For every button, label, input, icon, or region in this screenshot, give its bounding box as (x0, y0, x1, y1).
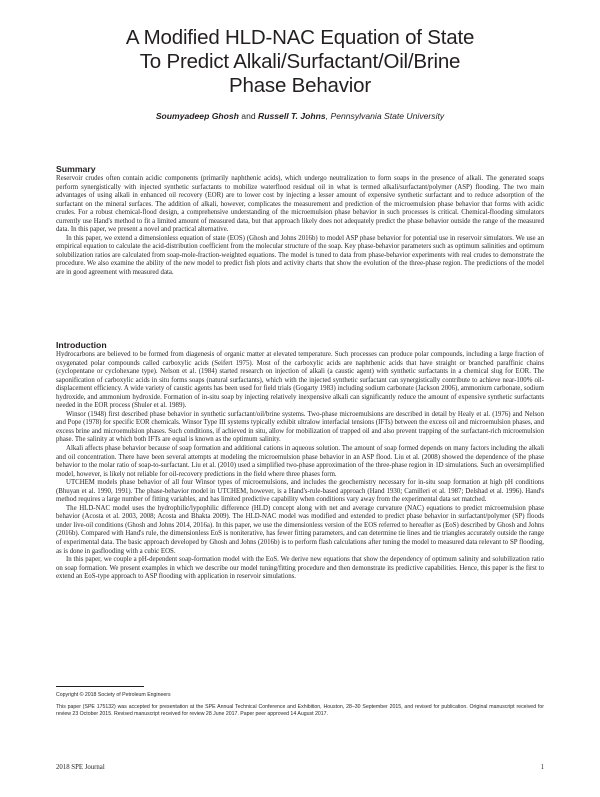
summary-heading: Summary (56, 164, 96, 174)
title-line-3: Phase Behavior (229, 74, 371, 97)
footnote-divider (56, 686, 144, 687)
footer-page-number: 1 (540, 764, 544, 771)
paper-title (40, 26, 560, 98)
intro-paragraph-1: Hydrocarbons are believed to be formed from diagenesis of organic matter at elevated temperature. Such processes can produce polar compounds, including a large fraction of oxygenated polar compounds called carboxylic acids (Seifert 1975). Most of the carboxylic acids are naphthenic acids that have straight or branched paraffinic chains (cyclopentane or cyclohexane type). Nelson et al. (1984) started research on injection of alkali (a caustic agent) with synthetic surfactants in a chemical slug for EOR. The saponification of carboxylic acids in situ forms soaps (natural surfactants), which with the injected synthetic surfactant can synergistically contribute to achieve near-100% oil-displacement efficiency. A wide variety of caustic agents has been used for field trials (Gogarty 1983) including sodium carbonate (Jackson 2006), ammonium carbonate, sodium hydroxide, and ammonium hydroxide. Formation of in-situ soap by injecting relatively inexpensive alkali can significantly reduce the amount of expensive synthetic surfactants needed in the EOR process (Shuler et al. 1989). (56, 351, 544, 410)
summary-body (56, 175, 544, 278)
author-1: Soumyadeep Ghosh (155, 111, 239, 121)
author-conjunction: and (238, 111, 259, 121)
intro-paragraph-3: Alkali affects phase behavior because of soap formation and additional cations in aqueous solution. The amount of soap formed depends on many factors including the alkali and oil concentration. There have been several attempts at modeling the microemulsion phase behavior in an ASP flood. Liu et al. (2008) showed the dependence of the phase behavior to the molar ratio of soap-to-surfactant. Liu et al. (2010) used a simplified two-phase approximation of the three-phase region in 1D simulations. Such an oversimplified model, however, is likely not reliable for oil-recovery predictions in the field where three phases form. (56, 445, 544, 478)
copyright-notice: Copyright © 2018 Society of Petroleum Engineers (56, 692, 171, 698)
footer-journal: 2018 SPE Journal (56, 764, 105, 771)
publication-note: This paper (SPE 175132) was accepted for presentation at the SPE Annual Technical Conference and Exhibition, Houston, 28–30 September 2015, and revised for publication. Original manuscript received for review 23 October 2015. Revised manuscript received for review 28 June 2017. Paper peer approved 14 August 2017. (56, 704, 544, 718)
author-2: Russell T. Johns (258, 111, 326, 121)
summary-paragraph-2: In this paper, we extend a dimensionless equation of state (EOS) (Ghosh and Johns 2016b) to model ASP phase behavior for potential use in reservoir simulators. We use an empirical equation to calculate the acid-distribution coefficient from the molecular structure of the soap. Key phase-behavior parameters such as optimum salinities and optimum solubilization ratios are calculated from soap-mole-fraction-weighted equations. The model is tuned to data from phase-behavior experiments with real crudes to demonstrate the procedure. We also examine the ability of the new model to predict fish plots and activity charts that show the evolution of the three-phase region. The predictions of the model are in good agreement with measured data. (56, 234, 544, 277)
title-line-1: A Modified HLD-NAC Equation of State (125, 26, 475, 49)
intro-paragraph-2: Winsor (1948) first described phase behavior in synthetic surfactant/oil/brine systems. Two-phase microemulsions are described in detail by Healy et al. (1976) and Nelson and Pope (1978) for specific EOR chemicals. Winsor Type III systems typically exhibit ultralow interfacial tensions (IFTs) between the excess oil and microemulsion phases, and excess brine and microemulsion phases. Such conditions, if achieved in situ, allow for mobilization of trapped oil and also prevent trapping of the surfactant-rich microemulsion phase. The salinity at which both IFTs are equal is known as the optimum salinity. (56, 410, 544, 444)
summary-paragraph-1: Reservoir crudes often contain acidic components (primarily naphthenic acids), which undergo neutralization to form soaps in the presence of alkali. The generated soaps perform synergistically with injected synthetic surfactants to mobilize waterflood residual oil in what is termed alkali/surfactant/polymer (ASP) flooding. The two main advantages of using alkali in enhanced oil recovery (EOR) are to lower cost by injecting a lesser amount of expensive synthetic surfactant and to reduce adsorption of the surfactant on the mineral surfaces. The addition of alkali, however, complicates the measurement and prediction of the microemulsion phase behavior that forms with acidic crudes. For a robust chemical-flood design, a comprehensive understanding of the microemulsion phase behavior in such processes is critical. Chemical-flooding simulators currently use Hand's method to fit a limited amount of measured data, but that approach likely does not adequately predict the phase behavior outside the range of the measured data. In this paper, we present a novel and practical alternative. (56, 175, 544, 234)
intro-paragraph-6: In this paper, we couple a pH-dependent soap-formation model with the EoS. We derive new equations that show the dependency of optimum salinity and solubilization ratio on soap formation. We present examples in which we describe our model tuning/fitting procedure and then demonstrate its predictive capabilities. Hence, this paper is the first to extend an EoS-type approach to ASP flooding with application in reservoir simulations. (56, 556, 544, 581)
introduction-heading: Introduction (56, 340, 107, 350)
author-affiliation: , Pennsylvania State University (325, 111, 445, 121)
intro-paragraph-5: The HLD-NAC model uses the hydrophilic/lypophilic difference (HLD) concept along with net and average curvature (NAC) equations to predict microemulsion phase behavior (Acosta et al. 2003, 2008; Acosta and Bhakta 2009). The HLD-NAC model was modified and extended to predict phase behavior in surfactant/polymer (SP) floods under live-oil conditions (Ghosh and Johns 2014, 2016a). In this paper, we use the dimensionless version of the EOS referred to hereafter as (EoS) described by Ghosh and Johns (2016b). Compared with Hand's rule, the dimensionless EoS is noniterative, has fewer fitting parameters, and can determine tie lines and tie triangles accurately outside the range of experimental data. The basic approach developed by Ghosh and Johns (2016b) is to perform flash calculations after tuning the model to measured data relevant to SP flooding, as is done in gasflooding with a cubic EOS. (56, 504, 544, 555)
intro-paragraph-4: UTCHEM models phase behavior of all four Winsor types of microemulsions, and includes the geochemistry necessary for in-situ soap formation at high pH conditions (Bhuyan et al. 1990, 1991). The phase-behavior model in UTCHEM, however, is a Hand's-rule-based approach (Hand 1930; Camilleri et al. 1987; Delshad et al. 1996). Hand's method requires a large number of fitting variables, and has limited predictive capability when conditions vary away from the experimental data set matched. (56, 479, 544, 504)
introduction-body (56, 351, 544, 582)
title-line-2: To Predict Alkali/Surfactant/Oil/Brine (139, 50, 461, 73)
author-line (40, 111, 560, 121)
